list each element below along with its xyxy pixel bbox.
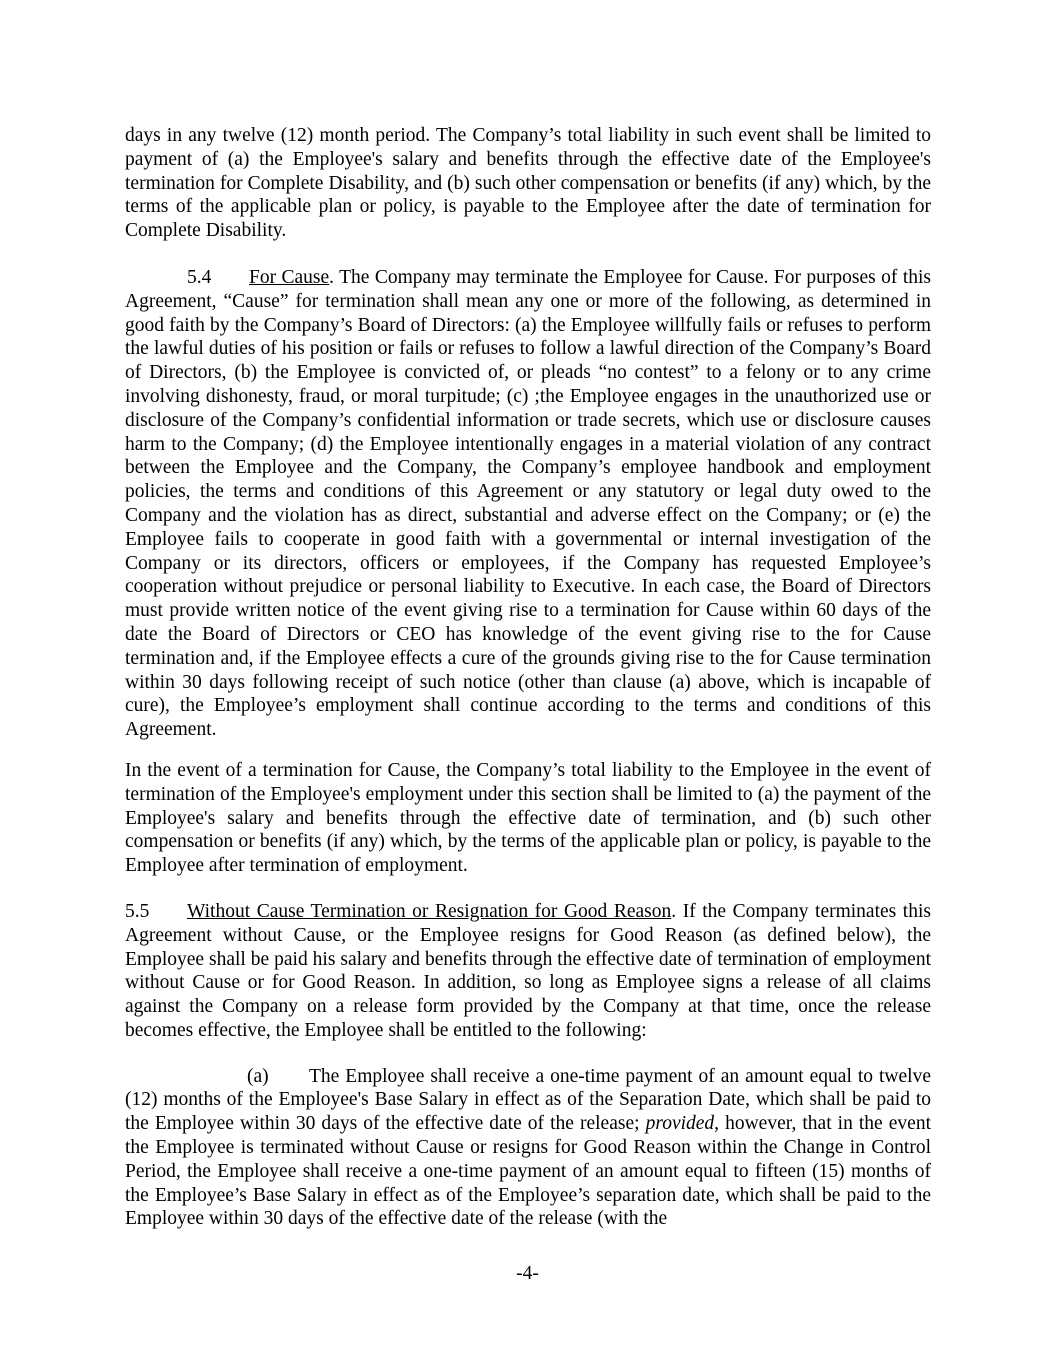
paragraph-cause-liability: In the event of a termination for Cause, the Company’s total liability to the Employee in the event of termination of the Employee's employment under this section shall be limited to (a) the payment of the Employee's salary and benefits through the effective date of termination, and (b) such other compensation or benefits (if any) which, by the terms of the applicable plan or policy, is payable to the Employee after termination of employment. xyxy=(125,759,931,877)
subsection-label: (a) xyxy=(247,1065,269,1087)
paragraph-disability-liability: days in any twelve (12) month period. The Company’s total liability in such event shall be limited to payment of (a) the Employee's salary and benefits through the effective date of the Employee's termination for Complete Disability, and (b) such other compensation or benefits (if any) which, by the terms of the applicable plan or policy, is payable to the Employee after the date of termination for Complete Disability. xyxy=(125,125,931,242)
section-text: . If the Company terminates this Agreement without Cause, or the Employee resigns for Good Reason (as defined below), the Employee shall be paid his salary and benefits through the effective date of termination of employment without Cause or for Good Reason. In addition, so long as Employee signs a release of all claims against the Company on a release form provided by the Company at that time, once the release becomes effective, the Employee shall be entitled to the following: xyxy=(125,900,931,1041)
section-5-4-for-cause xyxy=(125,266,931,742)
section-5-5-without-cause xyxy=(125,900,931,1043)
subsection-a-severance xyxy=(125,1065,931,1232)
section-heading: Without Cause Termination or Resignation for Good Reason xyxy=(187,900,672,922)
section-number: 5.5 xyxy=(125,900,150,922)
subsection-text-after: however, that in the event the Employee is terminated without Cause or resigns for Good Reason within the Change in Control Period, the Employee shall receive a one-time payment of an amount equal to fifteen (15) months of the Employee’s Base Salary in effect as of the Employee’s separation date, which shall be paid to the Employee within 30 days of the effective date of the release (with the xyxy=(125,1113,931,1230)
document-body xyxy=(125,124,931,1231)
subsection-text-before: The Employee shall receive a one-time payment of an amount equal to twelve (12) months of the Employee's Base Salary in effect as of the Separation Date, which shall be paid to the Employee within 30 days of the effective date of the release; xyxy=(125,1065,931,1135)
section-text: . The Company may terminate the Employee for Cause. For purposes of this Agreement, “Cause” for termination shall mean any one or more of the following, as determined in good faith by the Company’s Board of Directors: (a) the Employee willfully fails or refuses to perform the lawful duties of his position or fails or refuses to follow a lawful direction of the Company’s Board of Directors, (b) the Employee is convicted of, or pleads “no contest” to a felony or to any crime involving dishonesty, fraud, or moral turpitude; (c) ;the Employee engages in the unauthorized use or disclosure of the Company’s confidential information or trade secrets, which use or disclosure causes harm to the Company; (d) the Employee intentionally engages in a material violation of any contract between the Employee and the Company, the Company’s employee handbook and employment policies, the terms and conditions of this Agreement or any statutory or legal duty owed to the Company and the violation has as direct, substantial and adverse effect on the Company; or (e) the Employee fails to cooperate in good faith with a governmental or internal investigation of the Company or its directors, officers or employees, if the Company has requested Employee’s cooperation without prejudice or personal liability to Executive. In each case, the Board of Directors must provide written notice of the event giving rise to a termination for Cause within 60 days of the date the Board of Directors or CEO has knowledge of the event giving rise to the for Cause termination and, if the Employee effects a cure of the grounds giving rise to the for Cause termination within 30 days following receipt of such notice (other than clause (a) above, which is incapable of cure), the Employee’s employment shall continue according to the terms and conditions of this Agreement. xyxy=(125,266,931,741)
section-heading: For Cause xyxy=(249,266,330,288)
section-number: 5.4 xyxy=(187,266,212,288)
subsection-italic-term: provided, xyxy=(645,1113,720,1135)
page-number: -4- xyxy=(516,1263,539,1284)
